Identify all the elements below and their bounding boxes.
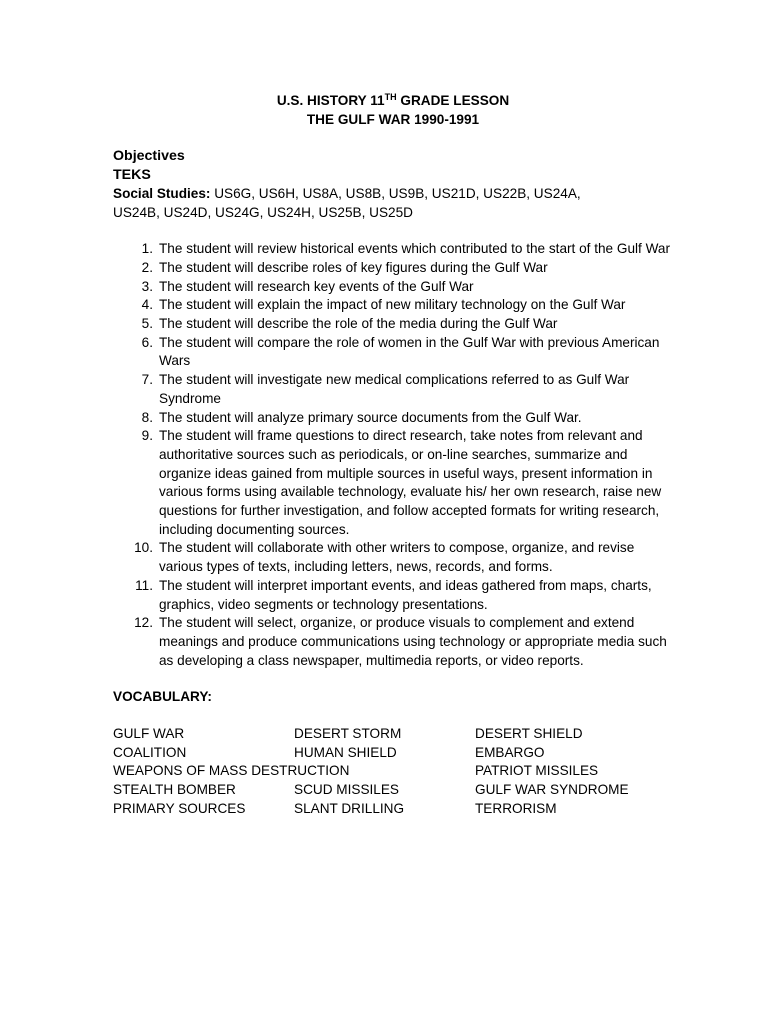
vocabulary-term: WEAPONS OF MASS DESTRUCTION: [113, 763, 350, 779]
objective-text: The student will compare the role of women in the Gulf War with previous American Wars: [159, 334, 660, 369]
objective-number: 7.: [141, 372, 153, 388]
vocabulary-row: [113, 725, 673, 744]
objective-item: [113, 371, 673, 408]
vocabulary-term: SCUD MISSILES: [294, 782, 399, 798]
lesson-title: [113, 92, 673, 129]
title-superscript: TH: [384, 92, 397, 102]
teks-standards: [113, 185, 673, 222]
vocabulary-term: DESERT SHIELD: [475, 726, 583, 742]
objective-item: [113, 409, 673, 428]
vocabulary-term: GULF WAR SYNDROME: [475, 782, 629, 798]
objective-text: The student will review historical events which contributed to the start of the Gulf War: [159, 241, 670, 257]
vocabulary-term: PATRIOT MISSILES: [475, 763, 599, 779]
objective-number: 1.: [141, 241, 153, 257]
objective-text: The student will select, organize, or produce visuals to complement and extend meanings and produce communications using technology or appropriate media such as developing a class newspaper, multimedia reports, or video reports.: [159, 615, 667, 668]
vocabulary-table: [113, 725, 673, 820]
objective-number: 6.: [141, 334, 153, 350]
vocabulary-row: [113, 744, 673, 763]
objective-item: [113, 278, 673, 297]
objective-item: [113, 296, 673, 315]
vocabulary-term: PRIMARY SOURCES: [113, 800, 246, 816]
objective-number: 5.: [141, 316, 153, 332]
objectives-heading: Objectives: [113, 148, 185, 165]
vocabulary-row: [113, 800, 673, 819]
title-line-1: [113, 92, 673, 111]
teks-heading: TEKS: [113, 167, 151, 184]
vocabulary-term: GULF WAR: [113, 726, 185, 742]
objective-text: The student will describe the role of the media during the Gulf War: [159, 316, 558, 332]
title-suffix: GRADE LESSON: [396, 93, 510, 108]
vocabulary-term: HUMAN SHIELD: [294, 744, 397, 760]
objective-number: 8.: [141, 409, 153, 425]
objective-number: 10.: [134, 540, 153, 556]
objective-item: [113, 614, 673, 670]
objectives-list: [113, 240, 673, 670]
vocabulary-term: STEALTH BOMBER: [113, 782, 236, 798]
vocabulary-term: COALITION: [113, 744, 187, 760]
title-prefix: U.S. HISTORY 11: [276, 93, 385, 108]
objective-item: [113, 240, 673, 259]
objective-item: [113, 577, 673, 614]
objective-text: The student will describe roles of key figures during the Gulf War: [159, 259, 548, 275]
teks-label: Social Studies:: [113, 185, 211, 201]
objective-text: The student will research key events of the Gulf War: [159, 278, 474, 294]
objective-text: The student will frame questions to direct research, take notes from relevant and authoritative sources such as periodicals, or on-line searches, summarize and organize ideas gained from multiple sources in useful ways, present information in various forms using available technology, evaluate his/ her own research, raise new questions for further investigation, and follow accepted formats for writing research, including documenting sources.: [159, 428, 662, 537]
objective-text: The student will investigate new medical complications referred to as Gulf War Syndrome: [159, 372, 630, 406]
vocabulary-row: [113, 781, 673, 800]
teks-standards-line-1: US6G, US6H, US8A, US8B, US9B, US21D, US22B, US24A,: [210, 185, 581, 201]
objective-text: The student will interpret important events, and ideas gathered from maps, charts, graphics, video segments or technology presentations.: [159, 577, 652, 612]
objective-number: 9.: [141, 428, 153, 444]
objective-item: [113, 334, 673, 371]
vocabulary-term: SLANT DRILLING: [294, 800, 405, 816]
objective-number: 12.: [134, 615, 153, 631]
objective-number: 4.: [141, 297, 153, 313]
objective-text: The student will explain the impact of new military technology on the Gulf War: [159, 297, 626, 313]
vocabulary-term: DESERT STORM: [294, 726, 402, 742]
objective-number: 2.: [141, 259, 153, 275]
objective-number: 11.: [135, 577, 153, 593]
objective-item: [113, 539, 673, 576]
objective-text: The student will collaborate with other writers to compose, organize, and revise various types of texts, including letters, news, records, and forms.: [159, 540, 635, 575]
vocabulary-term: EMBARGO: [475, 744, 545, 760]
objective-number: 3.: [141, 278, 153, 294]
objective-item: [113, 427, 673, 539]
vocabulary-heading: VOCABULARY:: [113, 689, 212, 705]
vocabulary-term: TERRORISM: [475, 800, 557, 816]
teks-standards-line-2: US24B, US24D, US24G, US24H, US25B, US25D: [113, 204, 413, 220]
lesson-page: [113, 92, 673, 820]
vocabulary-row: [113, 762, 673, 781]
title-line-2: THE GULF WAR 1990-1991: [306, 111, 480, 127]
objective-item: [113, 315, 673, 334]
objective-text: The student will analyze primary source documents from the Gulf War.: [159, 409, 582, 425]
objective-item: [113, 259, 673, 278]
